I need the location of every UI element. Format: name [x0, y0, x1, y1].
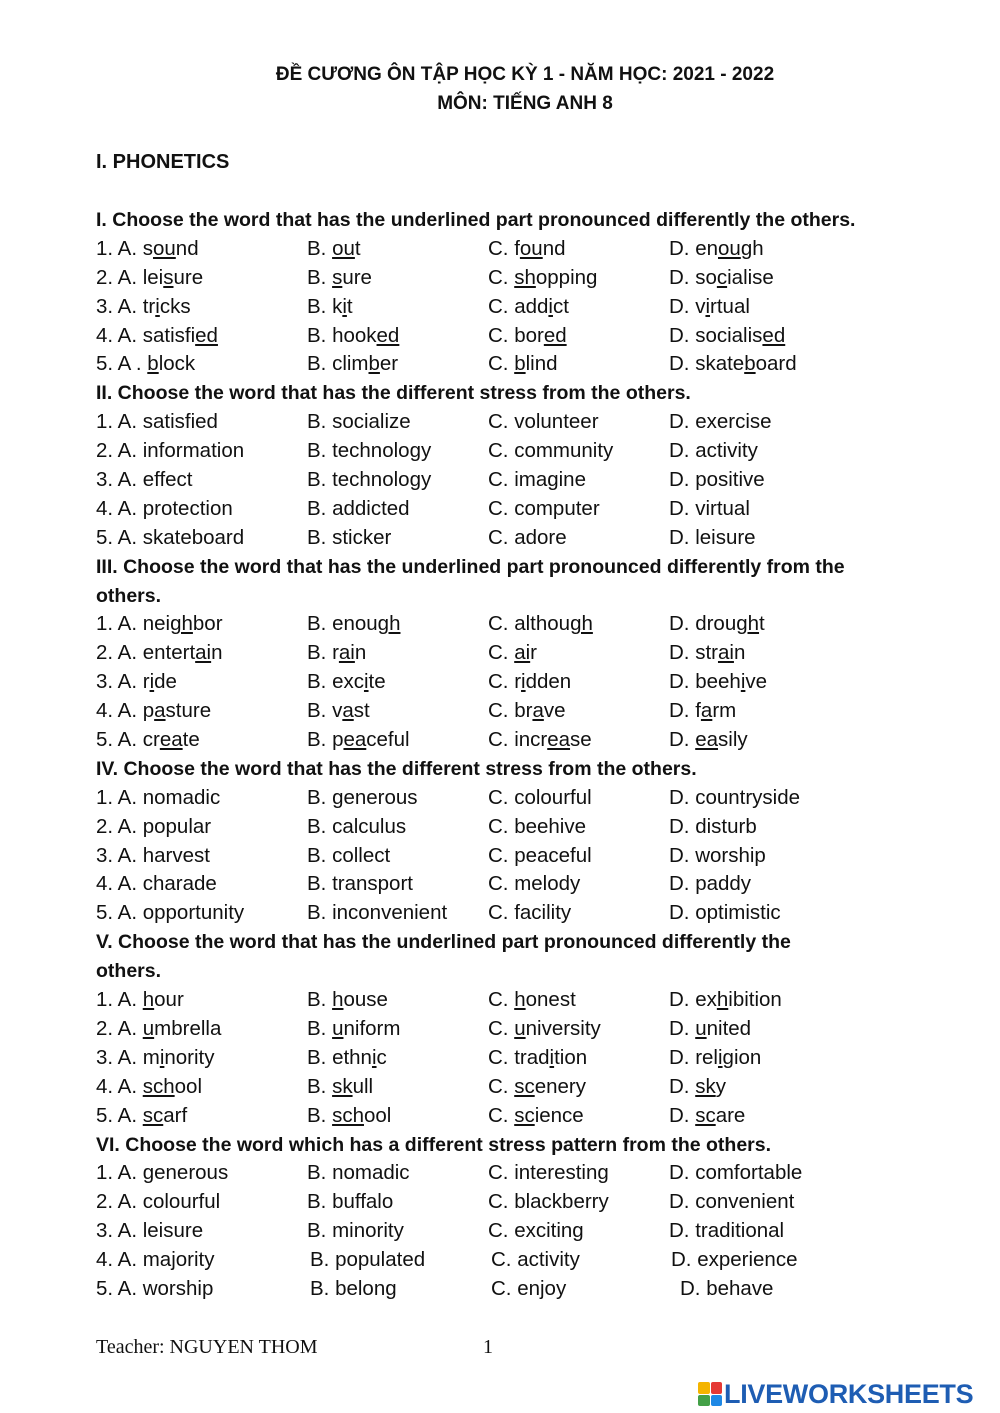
answer-option-c[interactable]: C. ridden — [488, 670, 572, 694]
exercise-list — [96, 206, 956, 1304]
answer-option-d[interactable]: D. paddy — [669, 872, 752, 896]
exercise-heading-continued: others. — [96, 960, 162, 983]
answer-option-c[interactable]: C. computer — [488, 496, 600, 520]
answer-option-d[interactable]: D. drought — [669, 612, 765, 636]
question-row — [96, 1102, 956, 1131]
question-row — [96, 1073, 956, 1102]
question-row — [96, 813, 956, 842]
underlined-part: b — [514, 352, 526, 376]
answer-option-d[interactable]: D. virtual — [669, 496, 750, 520]
answer-option-a[interactable]: 1. A. sound — [96, 236, 199, 260]
answer-option-a[interactable]: 5. A. create — [96, 728, 200, 752]
answer-option-c[interactable]: C. facility — [488, 901, 572, 925]
underlined-part: h — [332, 988, 344, 1012]
question-row — [96, 899, 956, 928]
answer-option-c[interactable]: C. shopping — [488, 265, 598, 289]
underlined-part: h — [142, 988, 155, 1012]
question-row — [96, 784, 956, 813]
underlined-part: ea — [547, 728, 571, 752]
question-row — [96, 726, 956, 755]
answer-option-d[interactable]: D. disturb — [669, 814, 757, 838]
question-row — [96, 870, 956, 899]
underlined-part: ea — [695, 728, 719, 752]
question-row — [96, 697, 956, 726]
answer-option-a[interactable]: 4. A. school — [96, 1074, 202, 1098]
underlined-part: gh — [570, 612, 593, 636]
underlined-part: ai — [338, 641, 355, 665]
answer-option-c[interactable]: C. community — [488, 439, 614, 463]
answer-option-a[interactable]: 1. A. hour — [96, 988, 184, 1012]
underlined-part: i — [548, 294, 553, 318]
underlined-part: b — [368, 352, 380, 376]
exercise-heading: VI. Choose the word which has a different stress pattern from the others. — [96, 1133, 772, 1156]
exercise-heading: III. Choose the word that has the underlined part pronounced differently from the — [96, 555, 845, 578]
liveworksheets-brand[interactable] — [698, 1378, 973, 1410]
underlined-part: s — [163, 265, 174, 289]
underlined-part: sch — [332, 1103, 364, 1127]
answer-option-d[interactable]: D. socialise — [669, 265, 774, 289]
liveworksheets-logo-icon — [698, 1382, 722, 1406]
underlined-part: c — [716, 265, 728, 289]
answer-option-a[interactable]: 4. A. protection — [96, 496, 233, 520]
question-row — [96, 842, 956, 871]
question-row — [96, 322, 956, 351]
underlined-part: s — [332, 265, 343, 289]
answer-option-c[interactable]: C. university — [488, 1016, 601, 1040]
underlined-part: u — [695, 1016, 707, 1040]
answer-option-d[interactable]: D. convenient — [669, 1190, 795, 1214]
answer-option-b[interactable]: B. populated — [310, 1248, 426, 1272]
underlined-part: i — [740, 670, 746, 694]
answer-option-c[interactable]: C. enjoy — [491, 1276, 567, 1300]
answer-option-a[interactable]: 4. A. charade — [96, 872, 217, 896]
underlined-part: ed — [543, 323, 567, 347]
answer-option-b[interactable]: B. enough — [307, 612, 401, 636]
answer-option-d[interactable]: D. exhibition — [669, 988, 782, 1012]
answer-option-a[interactable]: 3. A. leisure — [96, 1219, 204, 1243]
underlined-part: sc — [514, 1074, 535, 1098]
question-row — [96, 986, 956, 1015]
question-row — [96, 524, 956, 553]
answer-option-c[interactable]: C. scenery — [488, 1074, 586, 1098]
answer-option-d[interactable]: D. traditional — [669, 1219, 785, 1243]
question-row — [96, 235, 956, 264]
underlined-part: sh — [514, 265, 536, 289]
question-row — [96, 408, 956, 437]
answer-option-a[interactable]: 5. A . block — [96, 352, 196, 376]
answer-option-c[interactable]: C. bored — [488, 323, 567, 347]
answer-option-b[interactable]: B. minority — [307, 1219, 404, 1243]
answer-option-c[interactable]: C. peaceful — [488, 843, 592, 867]
answer-option-d[interactable]: D. religion — [669, 1045, 762, 1069]
underlined-part: sc — [514, 1103, 535, 1127]
answer-option-a[interactable]: 2. A. colourful — [96, 1190, 221, 1214]
answer-option-b[interactable]: B. sure — [307, 265, 372, 289]
answer-option-b[interactable]: B. skull — [307, 1074, 374, 1098]
answer-option-c[interactable]: C. blackberry — [488, 1190, 609, 1214]
answer-option-b[interactable]: B. out — [307, 236, 361, 260]
answer-option-d[interactable]: D. virtual — [669, 294, 750, 318]
underlined-part: ea — [343, 728, 367, 752]
underlined-part: h — [716, 988, 729, 1012]
answer-option-c[interactable]: C. imagine — [488, 468, 586, 492]
answer-option-c[interactable]: C. found — [488, 236, 566, 260]
underlined-part: ed — [762, 323, 786, 347]
document-title: ĐỀ CƯƠNG ÔN TẬP HỌC KỲ 1 - NĂM HỌC: 2021 - 2022 — [275, 64, 775, 85]
answer-option-a[interactable]: 1. A. generous — [96, 1161, 229, 1185]
answer-option-b[interactable]: B. collect — [307, 843, 391, 867]
question-row — [96, 293, 956, 322]
underlined-part: ou — [519, 236, 543, 260]
underlined-part: ea — [159, 728, 183, 752]
question-row — [96, 1275, 956, 1304]
underlined-part: i — [371, 1045, 377, 1069]
underlined-part: ou — [718, 236, 741, 260]
underlined-part: i — [363, 670, 369, 694]
answer-option-b[interactable]: B. vast — [307, 699, 370, 723]
question-row — [96, 1159, 956, 1188]
underlined-part: i — [717, 1045, 723, 1069]
answer-option-b[interactable]: B. house — [307, 988, 388, 1012]
answer-option-c[interactable]: C. air — [488, 641, 537, 665]
answer-option-d[interactable]: D. comfortable — [669, 1161, 803, 1185]
answer-option-b[interactable]: B. generous — [307, 785, 418, 809]
underlined-part: gh — [377, 612, 401, 636]
answer-option-c[interactable]: C. blind — [488, 352, 558, 376]
answer-option-d[interactable]: D. skateboard — [669, 352, 797, 376]
underlined-part: ed — [195, 323, 218, 347]
footer-teacher: Teacher: NGUYEN THOM — [96, 1336, 318, 1358]
exercise-heading: II. Choose the word that has the different stress from the others. — [96, 382, 691, 405]
underlined-part: sc — [142, 1103, 164, 1127]
underlined-part: i — [155, 294, 160, 318]
answer-option-a[interactable]: 3. A. ride — [96, 670, 177, 694]
answer-option-c[interactable]: C. activity — [491, 1248, 580, 1272]
answer-option-b[interactable]: B. technology — [307, 439, 432, 463]
underlined-part: u — [514, 1016, 526, 1040]
question-row — [96, 437, 956, 466]
answer-option-a[interactable]: 4. A. satisfied — [96, 323, 218, 347]
answer-option-d[interactable]: D. behave — [680, 1276, 774, 1300]
exercise-heading: V. Choose the word that has the underlined part pronounced differently the — [96, 931, 791, 954]
answer-option-c[interactable]: C. adore — [488, 525, 567, 549]
answer-option-c[interactable]: C. volunteer — [488, 410, 599, 434]
underlined-part: ou — [332, 236, 355, 260]
answer-option-d[interactable]: D. united — [669, 1016, 752, 1040]
exercise-heading-continued: others. — [96, 584, 162, 607]
answer-option-c[interactable]: C. science — [488, 1103, 584, 1127]
answer-option-d[interactable]: D. exercise — [669, 410, 772, 434]
underlined-part: ai — [195, 641, 212, 665]
underlined-part: sc — [695, 1103, 716, 1127]
answer-option-d[interactable]: D. farm — [669, 699, 737, 723]
answer-option-c[interactable]: C. colourful — [488, 785, 592, 809]
answer-option-a[interactable]: 2. A. information — [96, 439, 245, 463]
underlined-part: gh — [736, 612, 760, 636]
answer-option-d[interactable]: D. enough — [669, 236, 764, 260]
answer-option-b[interactable]: B. kit — [307, 294, 353, 318]
underlined-part: ed — [376, 323, 400, 347]
answer-option-d[interactable]: D. countryside — [669, 785, 801, 809]
underlined-part: sk — [332, 1074, 353, 1098]
answer-option-b[interactable]: B. addicted — [307, 496, 410, 520]
answer-option-d[interactable]: D. strain — [669, 641, 746, 665]
answer-option-c[interactable]: C. tradition — [488, 1045, 588, 1069]
answer-option-a[interactable]: 1. A. satisfied — [96, 410, 218, 434]
answer-option-d[interactable]: D. experience — [671, 1248, 798, 1272]
underlined-part: a — [154, 699, 166, 723]
answer-option-b[interactable]: B. socialize — [307, 410, 411, 434]
answer-option-a[interactable]: 3. A. minority — [96, 1045, 215, 1069]
answer-option-a[interactable]: 5. A. opportunity — [96, 901, 245, 925]
answer-option-b[interactable]: B. calculus — [307, 814, 407, 838]
underlined-part: i — [159, 1045, 165, 1069]
underlined-part: i — [549, 1045, 555, 1069]
answer-option-d[interactable]: D. positive — [669, 468, 765, 492]
underlined-part: b — [147, 352, 159, 376]
answer-option-d[interactable]: D. worship — [669, 843, 766, 867]
answer-option-b[interactable]: B. sticker — [307, 525, 392, 549]
answer-option-c[interactable]: C. interesting — [488, 1161, 609, 1185]
underlined-part: ai — [514, 641, 531, 665]
underlined-part: i — [521, 670, 526, 694]
underlined-part: gh — [170, 612, 193, 636]
answer-option-a[interactable]: 3. A. harvest — [96, 843, 210, 867]
answer-option-b[interactable]: B. excite — [307, 670, 386, 694]
answer-option-c[interactable]: C. melody — [488, 872, 581, 896]
answer-option-b[interactable]: B. rain — [307, 641, 367, 665]
question-row — [96, 1246, 956, 1275]
underlined-part: h — [514, 988, 526, 1012]
answer-option-d[interactable]: D. sky — [669, 1074, 726, 1098]
answer-option-d[interactable]: D. beehive — [669, 670, 768, 694]
answer-option-a[interactable]: 1. A. nomadic — [96, 785, 221, 809]
answer-option-b[interactable]: B. ethnic — [307, 1045, 387, 1069]
answer-option-a[interactable]: 5. A. worship — [96, 1276, 214, 1300]
answer-option-a[interactable]: 5. A. skateboard — [96, 525, 245, 549]
underlined-part: a — [700, 699, 713, 723]
question-row — [96, 668, 956, 697]
answer-option-b[interactable]: B. inconvenient — [307, 901, 448, 925]
page-number: 1 — [483, 1336, 493, 1358]
answer-option-b[interactable]: B. uniform — [307, 1016, 401, 1040]
underlined-part: i — [342, 294, 347, 318]
question-row — [96, 1015, 956, 1044]
underlined-part: a — [342, 699, 354, 723]
underlined-part: ai — [717, 641, 734, 665]
answer-option-b[interactable]: B. peaceful — [307, 728, 410, 752]
underlined-part: sk — [695, 1074, 716, 1098]
question-row — [96, 466, 956, 495]
answer-option-b[interactable]: B. school — [307, 1103, 392, 1127]
answer-option-d[interactable]: D. scare — [669, 1103, 746, 1127]
underlined-part: a — [532, 699, 544, 723]
answer-option-a[interactable]: 2. A. popular — [96, 814, 212, 838]
answer-option-c[interactable]: C. beehive — [488, 814, 587, 838]
answer-option-a[interactable]: 3. A. effect — [96, 468, 193, 492]
question-row — [96, 610, 956, 639]
question-row — [96, 639, 956, 668]
answer-option-d[interactable]: D. socialised — [669, 323, 786, 347]
exercise-heading: I. Choose the word that has the underlined part pronounced differently the others. — [96, 209, 856, 231]
answer-option-b[interactable]: B. belong — [310, 1276, 397, 1300]
answer-option-c[interactable]: C. although — [488, 612, 593, 636]
answer-option-a[interactable]: 2. A. leisure — [96, 265, 204, 289]
answer-option-c[interactable]: C. exciting — [488, 1219, 584, 1243]
answer-option-b[interactable]: B. hooked — [307, 323, 400, 347]
answer-option-a[interactable]: 4. A. majority — [96, 1248, 215, 1272]
section-title: I. PHONETICS — [96, 151, 230, 173]
question-row — [96, 495, 956, 524]
answer-option-a[interactable]: 2. A. entertain — [96, 641, 223, 665]
answer-option-d[interactable]: D. easily — [669, 728, 748, 752]
answer-option-c[interactable]: C. brave — [488, 699, 566, 723]
brand-name: LIVEWORKSHEETS — [724, 1378, 974, 1409]
answer-option-a[interactable]: 1. A. neighbor — [96, 612, 223, 636]
question-row — [96, 1188, 956, 1217]
answer-option-d[interactable]: D. leisure — [669, 525, 756, 549]
answer-option-c[interactable]: C. increase — [488, 728, 592, 752]
answer-option-b[interactable]: B. nomadic — [307, 1161, 410, 1185]
answer-option-a[interactable]: 3. A. tricks — [96, 294, 191, 318]
answer-option-a[interactable]: 4. A. pasture — [96, 699, 212, 723]
answer-option-b[interactable]: B. buffalo — [307, 1190, 394, 1214]
document-subtitle: MÔN: TIẾNG ANH 8 — [437, 93, 613, 114]
answer-option-c[interactable]: C. addict — [488, 294, 569, 318]
answer-option-a[interactable]: 2. A. umbrella — [96, 1016, 222, 1040]
question-row — [96, 264, 956, 293]
question-row — [96, 1217, 956, 1246]
underlined-part: i — [705, 294, 711, 318]
answer-option-c[interactable]: C. honest — [488, 988, 576, 1012]
underlined-part: u — [332, 1016, 344, 1040]
answer-option-b[interactable]: B. transport — [307, 872, 413, 896]
question-row — [96, 350, 956, 379]
underlined-part: sch — [142, 1074, 175, 1098]
underlined-part: i — [149, 670, 155, 694]
answer-option-b[interactable]: B. technology — [307, 468, 432, 492]
answer-option-d[interactable]: D. optimistic — [669, 901, 781, 925]
underlined-part: ou — [152, 236, 176, 260]
answer-option-b[interactable]: B. climber — [307, 352, 399, 376]
question-row — [96, 1044, 956, 1073]
answer-option-a[interactable]: 5. A. scarf — [96, 1103, 188, 1127]
answer-option-d[interactable]: D. activity — [669, 439, 758, 463]
underlined-part: b — [744, 352, 756, 376]
exercise-heading: IV. Choose the word that has the different stress from the others. — [96, 757, 697, 780]
underlined-part: u — [142, 1016, 155, 1040]
